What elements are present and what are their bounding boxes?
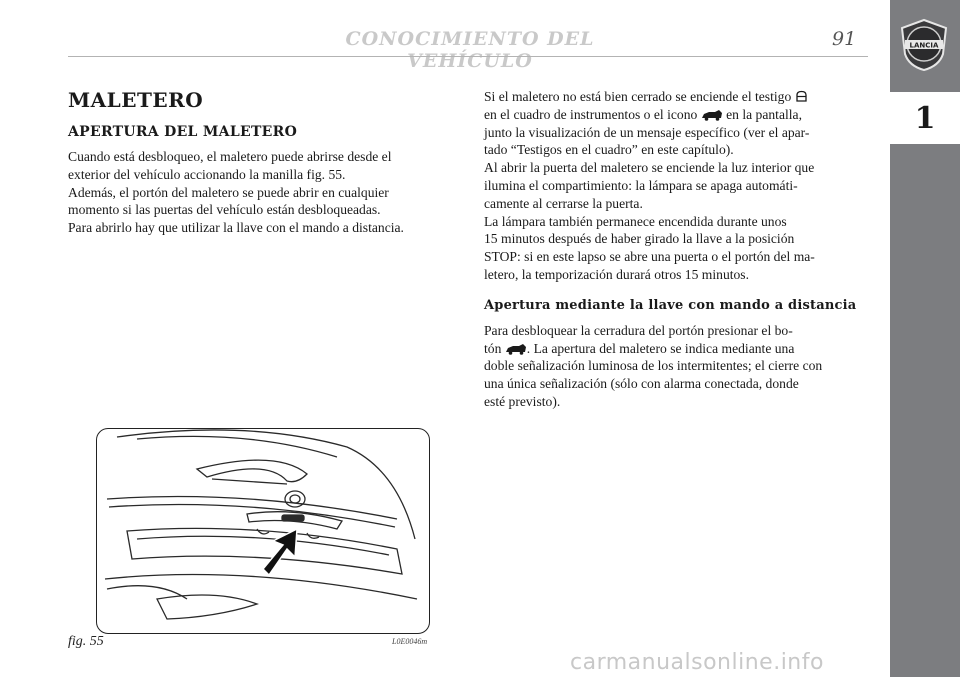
page-number: 91 [832, 28, 857, 50]
text-line: doble señalización luminosa de los intermitentes; el cierre con [484, 358, 823, 374]
figure-frame [96, 428, 430, 634]
text-line: exterior del vehículo accionando la manilla fig. 55. [68, 166, 346, 182]
text-line: La lámpara también permanece encendida durante unos [484, 213, 787, 229]
watermark: carmanualsonline.info [570, 650, 824, 675]
text-line: ilumina el compartimiento: la lámpara se apaga automáti- [484, 177, 798, 193]
right-body-1 [484, 88, 868, 284]
chapter-side-tab [890, 0, 960, 677]
car-trunk-icon [701, 109, 723, 121]
text-span: Si el maletero no está bien cerrado se enciende el testigo [484, 89, 792, 104]
lancia-logo-icon [899, 18, 949, 72]
text-line: una única señalización (sólo con alarma conectada, donde [484, 376, 799, 392]
text-line [484, 340, 868, 358]
text-line: camente al cerrarse la puerta. [484, 195, 643, 211]
left-column [68, 88, 452, 237]
text-span: . La apertura del maletero se indica mediante una [526, 340, 795, 356]
figure-code: L0E0046m [392, 637, 428, 646]
text-line: momento si las puertas del vehículo están desbloqueadas. [68, 202, 381, 218]
left-body [68, 148, 452, 237]
right-body-2 [484, 322, 868, 411]
text-line: esté previsto). [484, 393, 561, 409]
text-span: en la pantalla, [726, 106, 802, 122]
text-line: Además, el portón del maletero se puede abrir en cualquier [68, 184, 389, 200]
page-header-title: CONOCIMIENTO DEL VEHÍCULO [345, 28, 595, 72]
text-line: Al abrir la puerta del maletero se enciende la luz interior que [484, 160, 815, 176]
section-title: MALETERO [68, 88, 204, 112]
trunk-open-warning-icon [795, 90, 808, 103]
text-line: letero, la temporización durará otros 15 minutos. [484, 266, 749, 282]
text-line: tado “Testigos en el cuadro” en este capítulo). [484, 142, 734, 158]
header-rule [68, 56, 868, 57]
car-trunk-icon [505, 343, 527, 355]
figure-caption: fig. 55 [68, 634, 104, 649]
trunk-handle-illustration [97, 429, 429, 633]
text-line [484, 88, 868, 106]
text-line: Para abrirlo hay que utilizar la llave con el mando a distancia. [68, 220, 404, 236]
subsection-title: APERTURA DEL MALETERO [68, 124, 298, 140]
text-line: Para desbloquear la cerradura del portón presionar el bo- [484, 322, 793, 338]
right-column [484, 88, 868, 411]
subsection-title: Apertura mediante la llave con mando a distancia [484, 297, 857, 313]
text-line: junto la visualización de un mensaje específico (ver el apar- [484, 124, 810, 140]
text-line [484, 106, 868, 124]
text-span: tón [484, 340, 502, 356]
text-span: en el cuadro de instrumentos o el icono [484, 106, 698, 122]
chapter-number: 1 [890, 92, 960, 144]
text-line: 15 minutos después de haber girado la llave a la posición [484, 231, 795, 247]
text-line: Cuando está desbloqueo, el maletero puede abrirse desde el [68, 149, 392, 164]
text-line: STOP: si en este lapso se abre una puerta o el portón del ma- [484, 249, 815, 265]
logo-text: LANCIA [909, 41, 939, 50]
